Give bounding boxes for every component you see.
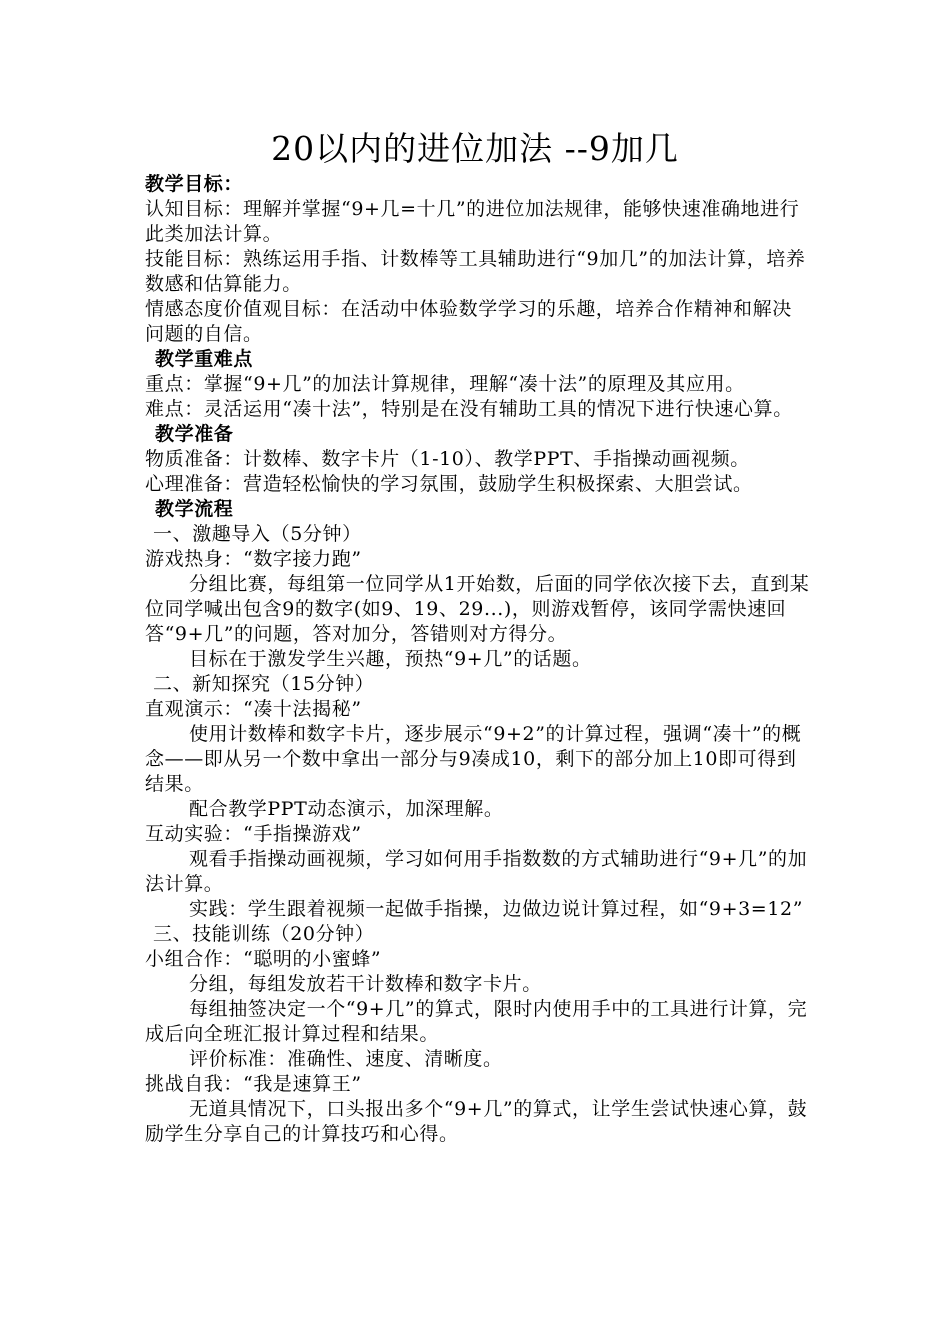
- section-paragraph: 每组抽签决定一个“9+几”的算式，限时内使用手中的工具进行计算，完成后向全班汇报计算过程和结果。: [145, 998, 808, 1045]
- preparation-heading: 教学准备: [155, 423, 234, 445]
- section-subheading: 游戏热身：“数字接力跑”: [145, 548, 362, 570]
- section-paragraph: 分组比赛，每组第一位同学从1开始数，后面的同学依次接下去，直到某位同学喊出包含9的数字(如9、19、29...)，则游戏暂停，该同学需快速回答“9+几”的问题，答对加分，答错则对方得分。: [145, 573, 810, 645]
- section-paragraph: 实践：学生跟着视频一起做手指操，边做边说计算过程，如“9+3=12”: [189, 898, 804, 920]
- objective-cognitive: 认知目标：理解并掌握“9+几=十几”的进位加法规律，能够快速准确地进行此类加法计算。: [145, 198, 800, 245]
- section-paragraph: 分组，每组发放若干计数棒和数字卡片。: [189, 973, 542, 995]
- key-point: 重点：掌握“9+几”的加法计算规律，理解“凑十法”的原理及其应用。: [145, 373, 745, 395]
- section-paragraph: 评价标准：准确性、速度、清晰度。: [189, 1048, 503, 1070]
- objectives-heading: 教学目标：: [145, 173, 244, 195]
- process-heading: 教学流程: [155, 498, 234, 520]
- section-subheading: 挑战自我：“我是速算王”: [145, 1073, 362, 1095]
- section-title: 一、激趣导入（5分钟）: [153, 523, 362, 545]
- preparation-mental: 心理准备：营造轻松愉快的学习氛围，鼓励学生积极探索、大胆尝试。: [145, 473, 753, 495]
- section-paragraph: 目标在于激发学生兴趣，预热“9+几”的话题。: [189, 648, 592, 670]
- section-paragraph: 配合教学PPT动态演示，加深理解。: [189, 798, 504, 820]
- document-body: [145, 172, 810, 1147]
- difficult-point: 难点：灵活运用“凑十法”，特别是在没有辅助工具的情况下进行快速心算。: [145, 398, 793, 420]
- section-subheading: 直观演示：“凑十法揭秘”: [145, 698, 362, 720]
- section-subheading: 小组合作：“聪明的小蜜蜂”: [145, 948, 382, 970]
- preparation-materials: 物质准备：计数棒、数字卡片（1-10）、教学PPT、手指操动画视频。: [145, 448, 750, 470]
- document-title: 20以内的进位加法 --9加几: [271, 129, 679, 168]
- objective-skill: 技能目标：熟练运用手指、计数棒等工具辅助进行“9加几”的加法计算，培养数感和估算能力。: [145, 248, 806, 295]
- key-points-heading: 教学重难点: [155, 348, 254, 370]
- section-title: 二、新知探究（15分钟）: [153, 673, 375, 695]
- section-title: 三、技能训练（20分钟）: [153, 923, 375, 945]
- objective-affective: 情感态度价值观目标：在活动中体验数学学习的乐趣，培养合作精神和解决问题的自信。: [145, 298, 792, 345]
- section-paragraph: 无道具情况下，口头报出多个“9+几”的算式，让学生尝试快速心算，鼓励学生分享自己的计算技巧和心得。: [145, 1098, 808, 1145]
- section-paragraph: 观看手指操动画视频，学习如何用手指数数的方式辅助进行“9+几”的加法计算。: [145, 848, 808, 895]
- section-paragraph: 使用计数棒和数字卡片，逐步展示“9+2”的计算过程，强调“凑十”的概念——即从另一个数中拿出一部分与9凑成10，剩下的部分加上10即可得到结果。: [145, 723, 802, 795]
- section-subheading: 互动实验：“手指操游戏”: [145, 823, 362, 845]
- process-sections: [145, 522, 810, 1147]
